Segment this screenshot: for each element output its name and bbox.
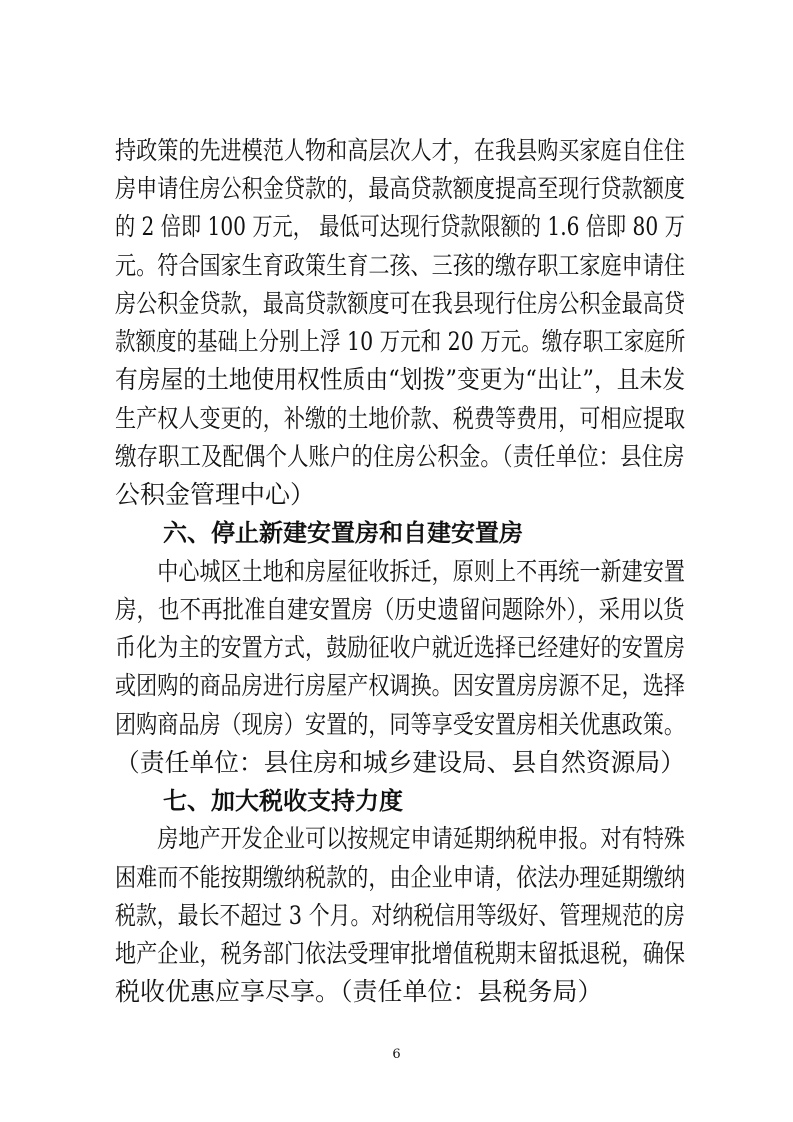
paragraph-3-line-4: 地产企业，税务部门依法受理审批增值税期末留抵退税，确保 <box>115 939 685 968</box>
paragraph-2-line-5: 团购商品房（现房）安置的，同等享受安置房相关优惠政策。 <box>115 710 685 739</box>
paragraph-1-line-4: 元。符合国家生育政策生育二孩、三孩的缴存职工家庭申请住 <box>115 251 685 280</box>
paragraph-2-line-2: 房，也不再批准自建安置房（历史遗留问题除外），采用以货 <box>115 595 685 624</box>
paragraph-1-line-5: 房公积金贷款，最高贷款额度可在我县现行住房公积金最高贷 <box>115 289 685 318</box>
paragraph-3-line-1: 房地产开发企业可以按规定申请延期纳税申报。对有特殊 <box>115 824 685 853</box>
paragraph-1-line-10: 公积金管理中心） <box>115 480 316 509</box>
paragraph-1-line-7: 有房屋的土地使用权性质由“划拨”变更为“出让”，且未发 <box>115 365 686 394</box>
paragraph-2-line-4: 或团购的商品房进行房屋产权调换。因安置房房源不足，选择 <box>115 671 685 700</box>
paragraph-1-line-1: 持政策的先进模范人物和高层次人才，在我县购买家庭自住住 <box>115 136 685 165</box>
paragraph-1-line-6: 款额度的基础上分别上浮 10 万元和 20 万元。缴存职工家庭所 <box>115 327 686 356</box>
paragraph-1-line-9: 缴存职工及配偶个人账户的住房公积金。（责任单位：县住房 <box>115 442 685 471</box>
section-heading-7: 七、加大税收支持力度 <box>163 787 403 815</box>
page-number: 6 <box>392 1047 401 1062</box>
paragraph-3-line-3: 税款，最长不超过 3 个月。对纳税信用等级好、管理规范的房 <box>115 901 685 930</box>
paragraph-1-line-2: 房申请住房公积金贷款的，最高贷款额度提高至现行贷款额度 <box>115 174 685 203</box>
paragraph-2-line-6: （责任单位：县住房和城乡建设局、县自然资源局） <box>115 748 686 777</box>
paragraph-3-line-2: 困难而不能按期缴纳税款的，由企业申请，依法办理延期缴纳 <box>115 863 685 892</box>
paragraph-2-line-3: 币化为主的安置方式，鼓励征收户就近选择已经建好的安置房 <box>115 633 685 662</box>
paragraph-1-line-8: 生产权人变更的，补缴的土地价款、税费等费用，可相应提取 <box>115 404 685 433</box>
paragraph-2-line-1: 中心城区土地和房屋征收拆迁，原则上不再统一新建安置 <box>115 557 685 586</box>
section-heading-6: 六、停止新建安置房和自建安置房 <box>163 519 523 547</box>
paragraph-1-line-3: 的 2 倍即 100 万元， 最低可达现行贷款限额的 1.6 倍即 80 万 <box>115 212 685 241</box>
paragraph-3-line-5: 税收优惠应享尽享。（责任单位：县税务局） <box>115 977 603 1006</box>
